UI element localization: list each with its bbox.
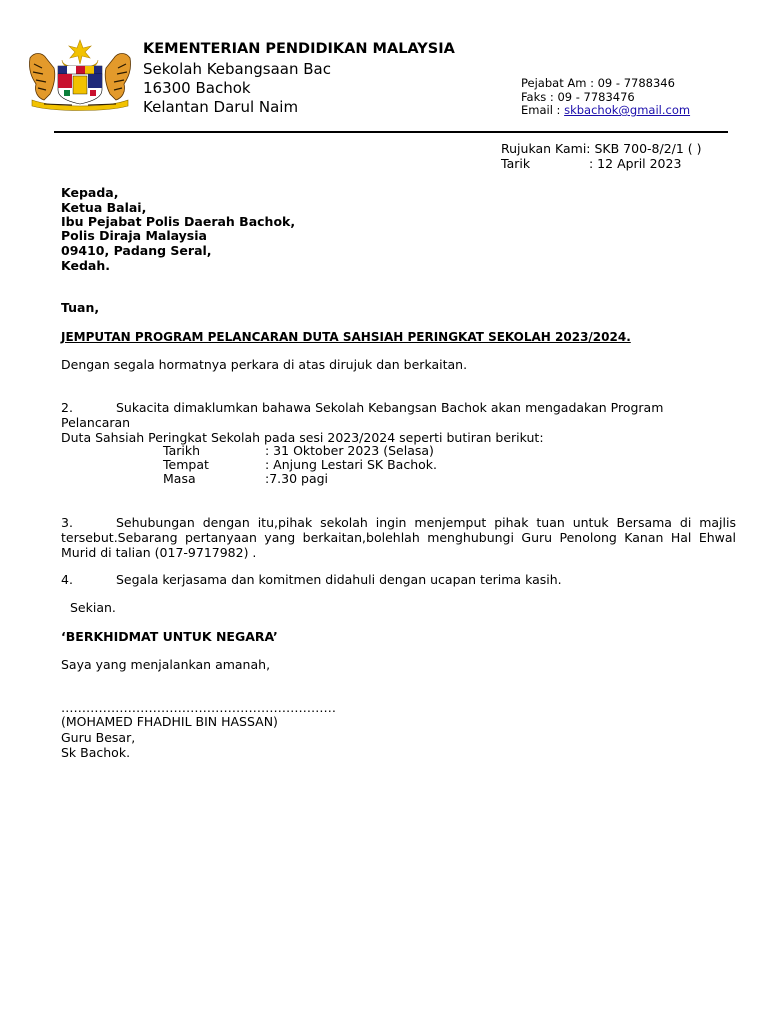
paragraph-text: Segala kerjasama dan komitmen didahuli dengan ucapan terima kasih. <box>116 572 562 587</box>
paragraph-text: Sehubungan dengan itu,pihak sekolah ingin menjemput pihak tuan untuk Bersama di majlis <box>116 515 736 530</box>
paragraph-number: 4. <box>61 572 73 587</box>
detail-value: : Anjung Lestari SK Bachok. <box>265 457 437 472</box>
trust-statement: Saya yang menjalankan amanah, <box>61 657 271 672</box>
detail-row-date <box>163 443 434 458</box>
reference-value: SKB 700-8/2/1 ( ) <box>594 141 702 156</box>
intro-paragraph: Dengan segala hormatnya perkara di atas dirujuk dan berkaitan. <box>61 357 468 372</box>
letter-subject: JEMPUTAN PROGRAM PELANCARAN DUTA SAHSIAH PERINGKAT SEKOLAH 2023/2024. <box>61 330 631 344</box>
signatory-title: Guru Besar, <box>61 730 136 745</box>
email-label: Email : <box>521 103 565 117</box>
paragraph-number: 3. <box>61 515 73 530</box>
signature-line: ………………………………………………………… <box>61 700 336 715</box>
date-line <box>501 156 681 171</box>
signatory-school: Sk Bachok. <box>61 745 131 760</box>
paragraph-2 <box>61 400 736 445</box>
header-divider <box>54 131 728 133</box>
recipient-line: Ibu Pejabat Polis Daerah Bachok, <box>61 214 296 229</box>
recipient-line: Kepada, <box>61 185 119 200</box>
paragraph-text: tersebut.Sebarang pertanyaan yang berkaitan,bolehlah menghubungi Guru Penolong Kanan Hal Ehwal <box>61 530 736 545</box>
email-link[interactable]: skbachok@gmail.com <box>564 103 691 117</box>
phone-number: Pejabat Am : 09 - 7788346 <box>521 76 675 90</box>
paragraph-3 <box>61 515 736 560</box>
fax-number: Faks : 09 - 7783476 <box>521 90 635 104</box>
email-line <box>521 103 690 117</box>
paragraph-text: Murid di talian (017-9717982) . <box>61 545 257 560</box>
reference-line <box>501 141 702 156</box>
date-value: : 12 April 2023 <box>589 156 682 171</box>
school-name: Sekolah Kebangsaan Bac <box>143 60 331 78</box>
salutation: Tuan, <box>61 300 100 315</box>
closing: Sekian. <box>70 600 116 615</box>
paragraph-4 <box>61 572 736 587</box>
signatory-name: (MOHAMED FHADHIL BIN HASSAN) <box>61 714 278 729</box>
detail-row-venue <box>163 457 437 472</box>
detail-row-time <box>163 471 328 486</box>
detail-label: Masa <box>163 471 196 486</box>
detail-label: Tempat <box>163 457 209 472</box>
paragraph-number: 2. <box>61 400 73 415</box>
paragraph-text: Sukacita dimaklumkan bahawa Sekolah Kebangsan Bachok akan mengadakan Program Pelancaran <box>61 400 664 430</box>
coat-of-arms-logo <box>24 38 136 112</box>
detail-value: : 31 Oktober 2023 (Selasa) <box>265 443 434 458</box>
detail-label: Tarikh <box>163 443 200 458</box>
school-state: Kelantan Darul Naim <box>143 98 299 116</box>
school-postcode-city: 16300 Bachok <box>143 79 251 97</box>
paragraph-text: Duta Sahsiah Peringkat Sekolah pada sesi 2023/2024 seperti butiran berikut: <box>61 430 544 445</box>
ministry-name: KEMENTERIAN PENDIDIKAN MALAYSIA <box>143 41 455 57</box>
detail-value: :7.30 pagi <box>265 471 329 486</box>
reference-label: Rujukan Kami: <box>501 141 591 156</box>
recipient-line: Ketua Balai, <box>61 200 147 215</box>
recipient-line: Polis Diraja Malaysia <box>61 228 207 243</box>
date-label: Tarik <box>501 156 531 171</box>
recipient-line: 09410, Padang Seral, <box>61 243 212 258</box>
recipient-line: Kedah. <box>61 258 110 273</box>
motto: ‘BERKHIDMAT UNTUK NEGARA’ <box>61 629 278 644</box>
